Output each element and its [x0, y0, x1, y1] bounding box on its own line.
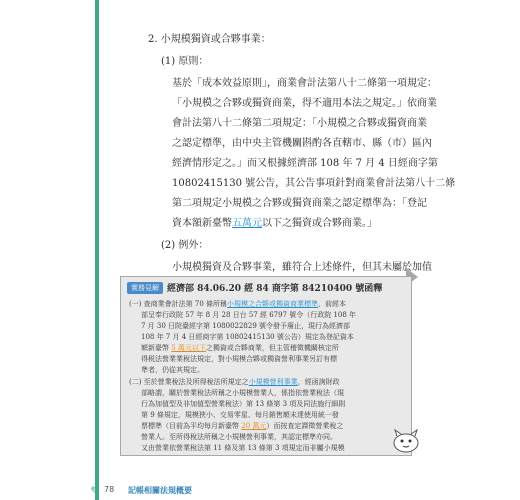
text-run: ）而按查定課徵營業稅之: [266, 422, 344, 430]
case-box-header: [127, 281, 382, 295]
case-p2-line: 營業人。至所得稅法所稱之小規模營利事業，其認定標準亦同。: [141, 433, 337, 441]
case-p1-line: 準者，仍從其規定。: [141, 366, 204, 374]
page-footer: [90, 484, 420, 498]
text-run: (一) 查商業會計法第 70 條所稱: [129, 300, 228, 308]
principle-label: (1) 原則：: [161, 56, 209, 67]
case-p1-line: 7 月 30 日院臺經字第 1080022829 號令發予廢止，現行為經濟部: [141, 322, 351, 330]
text-run: ，前經本: [318, 300, 347, 308]
text-run: 額新臺幣: [141, 344, 172, 352]
case-p2-line: [129, 377, 340, 388]
case-p2-line: 第 9 條規定，規模狹小、交易零星、每月銷售額未達使用統一發: [141, 411, 339, 419]
exception-label: (2) 例外：: [161, 240, 209, 251]
text-run: 資本額新臺幣: [172, 218, 232, 229]
principle-line: 經濟情形定之。」而又根據經濟部 108 年 7 月 4 日經商字第: [172, 158, 438, 169]
principle-line: 「小規模之合夥或獨資商業，得不適用本法之規定。」依商業: [172, 98, 437, 109]
case-title: 經濟部 84.06.20 經 84 商字第 84210400 號函釋: [167, 284, 383, 294]
case-p1-line: 部呈奉行政院 57 年 8 月 28 日台 57 經 6797 號令（行政院 108 年: [141, 311, 357, 319]
running-head: 記帳相關法規概要: [128, 486, 192, 495]
text-run: 票標準（目前為平均每月新臺幣: [141, 422, 242, 430]
principle-line: 10802415130 號公告，其公告事項針對商業會計法第八十二條: [172, 178, 456, 189]
case-p1-line: 108 年 7 月 4 日經商字第 10802415130 號公告）規定為登記資本: [141, 333, 354, 341]
text-run: ，經函詢財政: [297, 378, 340, 386]
case-p2-line: [141, 443, 345, 454]
text-run: 之獨資或合夥商業，但主管稽徵機關核定所: [205, 344, 339, 352]
case-box: [120, 276, 412, 456]
principle-line: 會計法第八十二條第二項規定：「小規模之合夥或獨資商業: [172, 118, 427, 129]
text-run: 又由營業依營業稅法第 11 條及第 13 條第 3 項規定而非屬小規模: [141, 444, 345, 452]
practice-tag: 實務見解: [127, 282, 163, 294]
case-highlight: 小規模之合夥或獨資商業標準: [227, 300, 319, 308]
principle-line: 第二項規定小規模之合夥或獨資商業之認定標準為：「登記: [172, 198, 427, 209]
case-highlight: 5 萬元以下: [171, 344, 206, 352]
text-run: (二) 至於營業稅法及所得稅法所規定之: [129, 378, 249, 386]
case-p2-line: 部略謂，關於營業稅法所稱之小規模營業人，係指依營業稅法（現: [141, 389, 344, 397]
exception-line: 小規模獨資及合夥事業，雖符合上述條件，但其未屬於加值: [172, 262, 432, 273]
principle-last-line: [172, 214, 377, 234]
case-p1-line: [129, 299, 346, 310]
case-p2-line: [141, 421, 343, 432]
page-number: 78: [104, 485, 115, 494]
case-highlight: 20 萬元: [241, 422, 267, 430]
capital-threshold-highlight: 五萬元: [232, 218, 262, 229]
case-p1-line: 得税法營業業稅法規定，對小規模合夥或獨資營利事業另訂有標: [141, 355, 337, 363]
mascot-icon: [389, 427, 423, 453]
principle-line: 基於「成本效益原則」，商業會計法第八十二條第一項規定：: [172, 78, 437, 89]
page-marker-icon: ✎: [90, 484, 101, 498]
section-heading: 2. 小規模獨資或合夥事業：: [148, 34, 271, 45]
text-run: 以下之獨資或合夥商業。」: [262, 218, 377, 229]
case-p2-line: 行為加值型及非加值型營業稅法）第 13 條第 3 項及同法施行細則: [141, 400, 346, 408]
case-p1-line: [141, 343, 339, 354]
principle-line: 之認定標準，由中央主管機關斟酌各直轄市、縣（市）區內: [172, 138, 432, 149]
case-highlight: 小規模營利事業: [248, 378, 298, 386]
page-edge-strip: [95, 0, 99, 500]
